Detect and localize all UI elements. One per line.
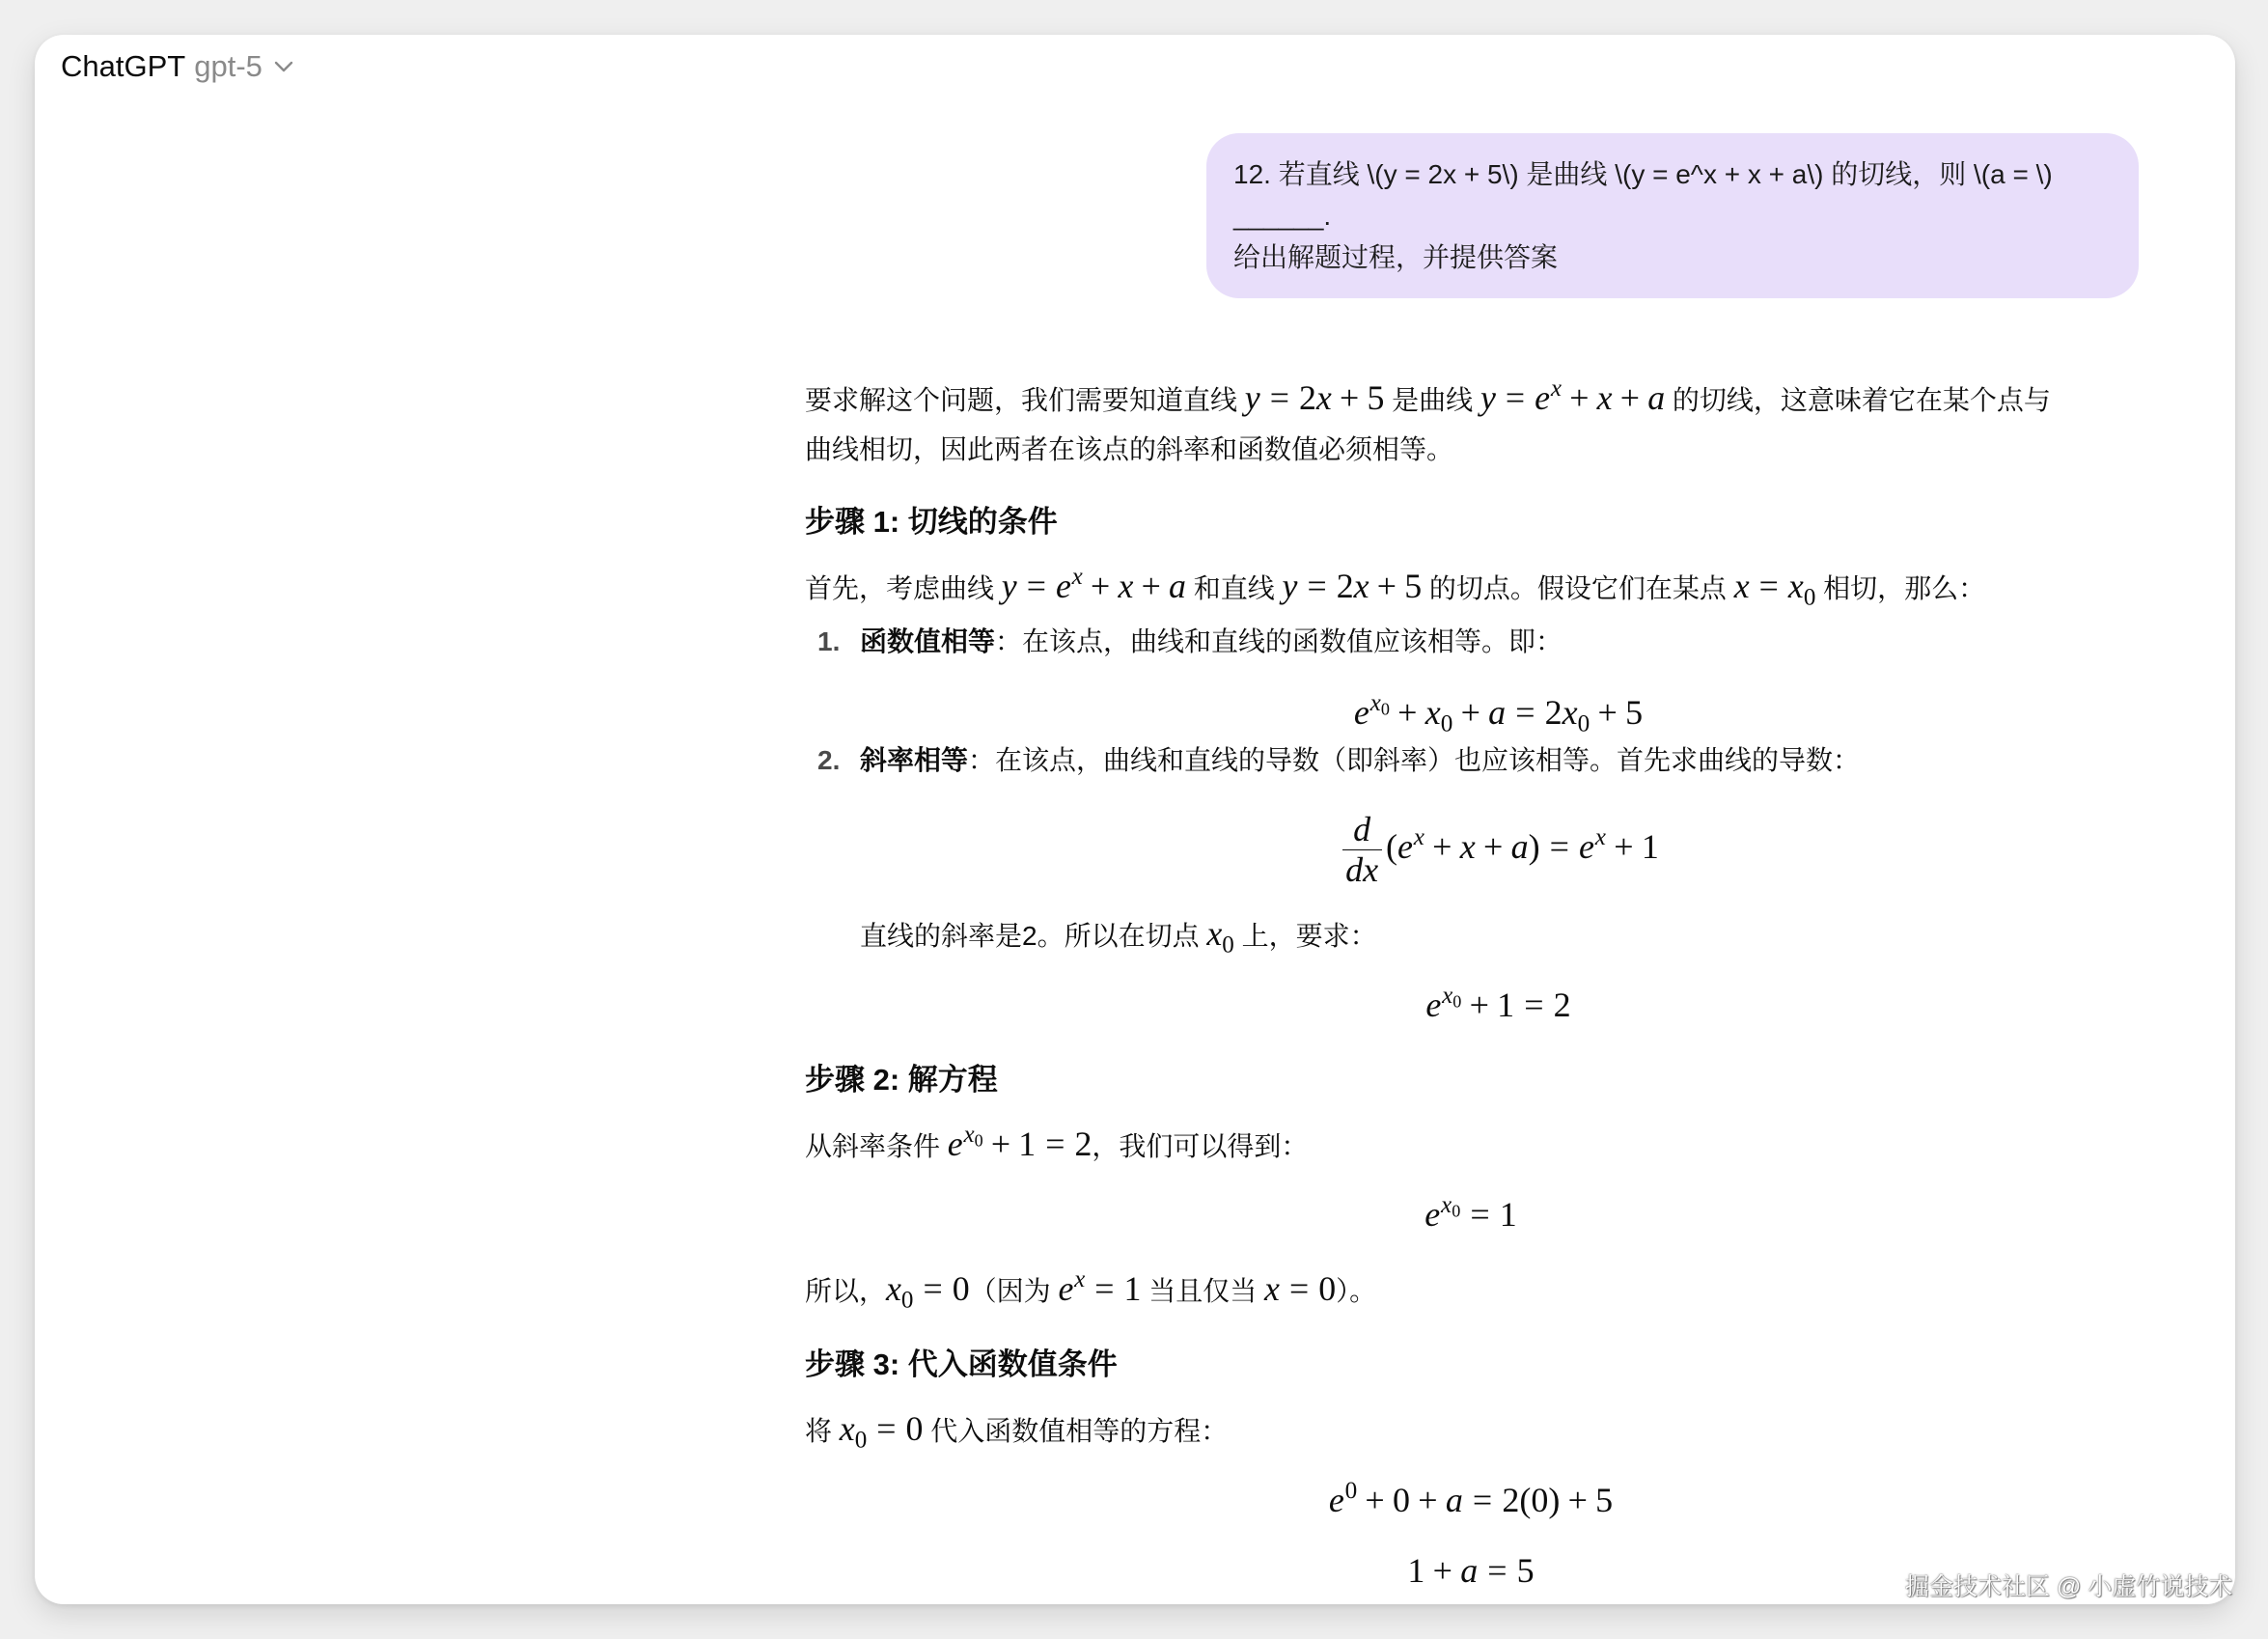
text-run: ）。: [1336, 1275, 1377, 1306]
math-variable: x: [1363, 850, 1379, 890]
text-run: 当且仅当: [1141, 1275, 1265, 1306]
text-run: 的切线，这意味着它在某个点与: [1665, 385, 2051, 415]
math-operator: +: [1432, 1551, 1452, 1590]
math-superscript: [1441, 1192, 1461, 1221]
math-variable: x: [1787, 566, 1804, 605]
paragraph-line: [805, 425, 2137, 474]
inline-math: [947, 1121, 1093, 1163]
step-2-conclusion: [805, 1264, 2137, 1316]
inline-math: [1283, 567, 1423, 605]
math-operator: +: [1619, 378, 1640, 417]
chevron-down-icon: [274, 61, 293, 72]
math-number: 2: [1298, 378, 1316, 417]
text-run: ：在该点，曲线和直线的函数值应该相等。即：: [995, 625, 1563, 656]
equation-slope-condition: [860, 981, 2137, 1029]
math-superscript: [1072, 564, 1083, 590]
text-run: 首先，考虑曲线: [805, 572, 1002, 603]
step-1-heading: 步骤 1: 切线的条件: [805, 505, 1058, 539]
math-superscript: [1595, 824, 1606, 850]
step-2-paragraph: [805, 1120, 2137, 1171]
chat-window: [35, 35, 2235, 1604]
math-superscript: [1074, 1266, 1085, 1292]
inline-math: [1264, 1269, 1336, 1308]
math-fraction: [1342, 810, 1382, 891]
math-number: (: [1385, 827, 1397, 866]
math-relation: =: [923, 1268, 943, 1308]
inline-math: [1206, 913, 1234, 958]
inline-math: [839, 1408, 924, 1454]
math-variable: y: [1244, 378, 1260, 417]
equation-function-value: [860, 688, 2137, 736]
math-number: 2: [1544, 693, 1563, 732]
math-number: 2: [1074, 1124, 1093, 1163]
math-superscript: [963, 1121, 983, 1151]
math-superscript: [1442, 983, 1462, 1012]
math-number: 1: [1499, 1195, 1517, 1234]
math-variable: d: [1353, 809, 1371, 848]
equation-exp-equals-one: [805, 1190, 2137, 1238]
math-subscript: [1452, 992, 1461, 1012]
math-relation: =: [1505, 378, 1526, 417]
paragraph-line: [805, 374, 2137, 425]
math-variable: x: [1264, 1268, 1280, 1308]
math-variable: x: [1594, 824, 1606, 851]
math-operator: +: [1432, 827, 1452, 866]
math-relation: =: [1758, 566, 1779, 605]
list-number: 2.: [817, 744, 841, 775]
intro-paragraph: [805, 374, 2137, 474]
math-variable: e: [1397, 827, 1413, 866]
math-variable: e: [1328, 1481, 1344, 1519]
list-item-slope: [805, 736, 2137, 785]
user-message-bubble: [1206, 133, 2139, 298]
math-variable: x: [1071, 563, 1083, 590]
math-subscript: [1222, 931, 1234, 958]
math-variable: y: [1282, 566, 1298, 605]
math-variable: e: [1579, 827, 1595, 866]
math-variable: x: [1459, 827, 1476, 866]
text-run: 上，要求：: [1233, 920, 1377, 951]
fraction-denominator: [1342, 849, 1382, 890]
user-message-line: ______.: [1233, 201, 1332, 231]
math-operator: +: [1397, 693, 1418, 732]
math-operator: +: [1141, 566, 1161, 605]
math-number: 0: [1440, 710, 1453, 737]
math-relation: =: [1094, 1268, 1115, 1308]
math-operator: +: [1483, 827, 1504, 866]
text-run: 将: [805, 1415, 840, 1446]
math-number: 2: [1336, 566, 1354, 605]
model-selector[interactable]: [61, 42, 293, 91]
math-relation: =: [1515, 693, 1535, 732]
math-relation: =: [1470, 1195, 1490, 1234]
math-number: 2: [1502, 1481, 1520, 1519]
math-operator: +: [1376, 566, 1397, 605]
math-operator: +: [1365, 1481, 1385, 1519]
math-number: 0: [1577, 710, 1590, 737]
math-variable: x: [886, 1268, 901, 1308]
math-number: 0: [900, 1287, 914, 1314]
app-name: ChatGPT: [61, 49, 186, 83]
math-variable: e: [1058, 1268, 1074, 1308]
math-number: 0: [952, 1268, 970, 1308]
step-3-paragraph: [805, 1404, 2137, 1456]
text-run: ，我们可以得到：: [1092, 1130, 1309, 1161]
math-variable: x: [1369, 690, 1381, 717]
math-number: 0: [1344, 1478, 1358, 1505]
math-variable: x: [963, 1121, 975, 1148]
math-number: 5: [1625, 693, 1644, 732]
math-number: ): [1528, 827, 1540, 866]
math-subscript: [855, 1427, 868, 1453]
math-relation: =: [1307, 566, 1327, 605]
math-superscript: [1369, 690, 1390, 719]
math-relation: =: [1269, 378, 1289, 417]
math-variable: e: [1535, 378, 1551, 417]
bold-label: 函数值相等: [860, 625, 996, 656]
math-relation: =: [876, 1408, 897, 1448]
math-subscript: [975, 1130, 983, 1150]
math-variable: e: [947, 1124, 963, 1163]
math-variable: a: [1169, 566, 1186, 605]
math-number: 1: [1641, 827, 1659, 866]
list-number: 1.: [817, 625, 841, 656]
math-subscript: [1441, 711, 1453, 737]
step-1-paragraph: [805, 562, 2137, 613]
math-variable: a: [1510, 827, 1529, 866]
math-variable: x: [1315, 378, 1332, 417]
math-operator: +: [1469, 986, 1489, 1024]
math-number: 0: [1452, 991, 1462, 1012]
math-subscript: [1804, 584, 1816, 610]
user-message-line: 给出解题过程，并提供答案: [1233, 242, 1559, 272]
text-run: 是曲线: [1384, 385, 1480, 415]
text-run: ：在该点，曲线和直线的导数（即斜率）也应该相等。首先求曲线的导数：: [968, 744, 1861, 775]
list-item-function-value: [805, 617, 2137, 666]
fraction-numerator: [1349, 810, 1373, 849]
equation-substitution: [805, 1476, 2137, 1524]
math-variable: x: [1442, 983, 1453, 1010]
text-run: 相切，那么：: [1815, 572, 1986, 603]
math-relation: =: [1045, 1124, 1065, 1163]
math-operator: +: [1597, 693, 1618, 732]
math-number: 1: [1497, 986, 1515, 1024]
math-relation: =: [1288, 1268, 1310, 1308]
math-number: 1: [1407, 1551, 1425, 1590]
bold-label: 斜率相等: [860, 744, 969, 775]
math-number: 0: [1531, 1481, 1549, 1519]
list-item-text: [860, 626, 1563, 656]
math-operator: +: [1340, 378, 1360, 417]
text-run: 从斜率条件: [805, 1130, 948, 1161]
math-number: 5: [1516, 1551, 1535, 1590]
inline-math: [1001, 563, 1186, 605]
inline-math: [1480, 375, 1666, 417]
math-variable: x: [1074, 1265, 1086, 1292]
math-number: 5: [1404, 566, 1423, 605]
equation-derivative: [860, 798, 2137, 895]
math-operator: +: [1567, 1481, 1588, 1519]
text-run: 要求解这个问题，我们需要知道直线: [805, 385, 1245, 415]
math-operator: +: [990, 1124, 1011, 1163]
text-run: 代入函数值相等的方程：: [923, 1415, 1229, 1446]
math-variable: e: [1055, 566, 1071, 605]
model-name: gpt-5: [194, 49, 263, 83]
math-subscript: [901, 1287, 914, 1313]
math-variable: a: [1460, 1551, 1479, 1590]
math-number: 0: [1452, 1201, 1461, 1221]
math-number: 0: [1803, 584, 1816, 611]
math-relation: =: [1524, 986, 1544, 1024]
user-message-line: 12. 若直线 \(y = 2x + 5\) 是曲线 \(y = e^x + x + a\) 的切线，则 \(a = \): [1233, 159, 2053, 189]
math-variable: x: [1596, 378, 1613, 417]
math-number: 0: [1393, 1481, 1410, 1519]
math-number: 0: [1318, 1268, 1337, 1308]
inline-math: [1245, 378, 1385, 417]
step-3-heading: 步骤 3: 代入函数值条件: [805, 1347, 1118, 1381]
math-variable: x: [1441, 1192, 1452, 1219]
math-relation: =: [1487, 1551, 1507, 1590]
math-variable: x: [1206, 913, 1223, 953]
math-operator: +: [1091, 566, 1111, 605]
inline-math: [1733, 566, 1816, 611]
math-variable: x: [839, 1408, 855, 1448]
math-subscript: [1381, 700, 1390, 719]
math-superscript: [1551, 375, 1562, 402]
step-2-heading: 步骤 2: 解方程: [805, 1063, 998, 1097]
math-variable: e: [1425, 986, 1442, 1024]
math-relation: =: [1549, 827, 1569, 866]
math-number: 1: [1123, 1268, 1142, 1308]
math-number: 0: [1222, 931, 1234, 958]
math-number: 0: [974, 1130, 983, 1151]
math-subscript: [1578, 711, 1590, 737]
math-variable: y: [1480, 378, 1496, 417]
math-variable: x: [1424, 693, 1441, 732]
watermark: 掘金技术社区 @ 小虚竹说技术: [1905, 1573, 2233, 1600]
math-number: 0: [854, 1427, 868, 1454]
math-variable: a: [1488, 693, 1507, 732]
list-item-text: [860, 745, 1860, 775]
math-variable: x: [1562, 693, 1578, 732]
math-variable: d: [1345, 850, 1364, 890]
math-number: (: [1519, 1481, 1532, 1519]
math-relation: =: [1472, 1481, 1493, 1519]
math-number: ): [1548, 1481, 1561, 1519]
math-relation: =: [1026, 566, 1046, 605]
math-variable: x: [1118, 566, 1134, 605]
inline-math: [1058, 1265, 1142, 1308]
math-number: 5: [1595, 1481, 1614, 1519]
math-variable: a: [1647, 378, 1666, 417]
math-operator: +: [1614, 827, 1634, 866]
math-number: 1: [1018, 1124, 1037, 1163]
math-variable: y: [1001, 566, 1017, 605]
math-superscript: [1345, 1478, 1358, 1504]
math-variable: a: [1445, 1481, 1463, 1519]
math-variable: x: [1550, 375, 1562, 403]
math-number: 5: [1367, 378, 1385, 417]
text-run: 所以，: [805, 1275, 887, 1306]
math-variable: e: [1353, 693, 1369, 732]
math-variable: e: [1424, 1195, 1441, 1234]
text-run: 直线的斜率是2。所以在切点: [860, 920, 1207, 951]
math-operator: +: [1569, 378, 1590, 417]
math-variable: x: [1733, 566, 1750, 605]
math-operator: +: [1460, 693, 1480, 732]
math-operator: +: [1418, 1481, 1438, 1519]
math-variable: x: [1353, 566, 1369, 605]
math-subscript: [1452, 1202, 1460, 1221]
math-number: 0: [1380, 699, 1390, 719]
math-variable: x: [1413, 824, 1424, 851]
text-run: 曲线相切，因此两者在该点的斜率和函数值必须相等。: [805, 434, 1454, 464]
text-run: 的切点。假设它们在某点: [1422, 572, 1734, 603]
slope-note-paragraph: [860, 909, 2137, 960]
text-run: 和直线: [1185, 572, 1283, 603]
math-number: 0: [905, 1408, 924, 1448]
inline-math: [886, 1268, 970, 1314]
math-number: 2: [1553, 986, 1571, 1024]
math-superscript: [1414, 824, 1424, 850]
text-run: （因为: [969, 1275, 1059, 1306]
